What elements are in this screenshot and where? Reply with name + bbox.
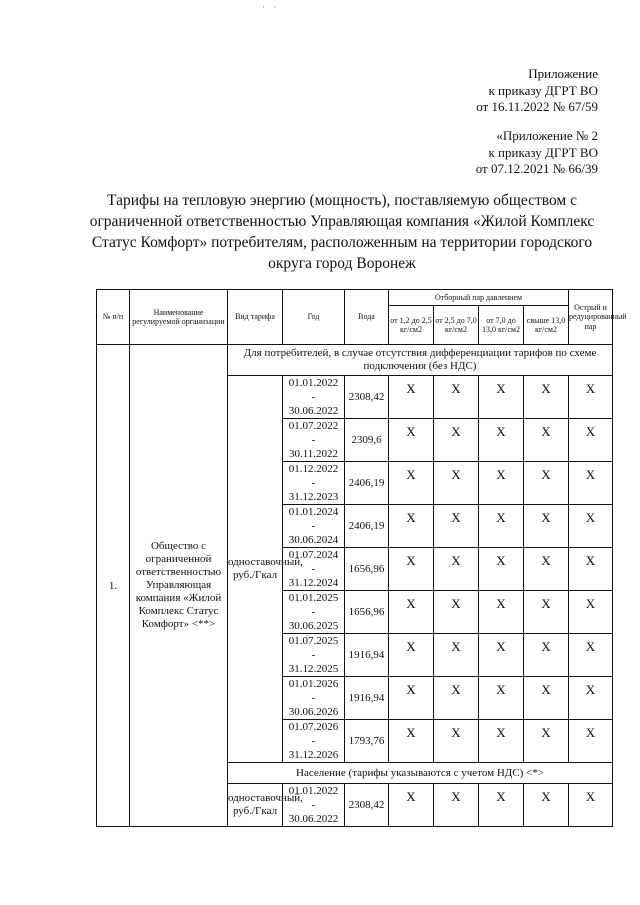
not-applicable-mark: Х	[434, 505, 479, 548]
title-line: ограниченной ответственностью Управляющая компания «Жилой Комплекс	[89, 213, 595, 230]
not-applicable-mark: Х	[389, 419, 434, 462]
approval-line: к приказу ДГРТ ВО	[488, 82, 598, 98]
not-applicable-mark: Х	[524, 784, 569, 827]
not-applicable-mark: Х	[524, 591, 569, 634]
period-cell	[283, 419, 345, 462]
not-applicable-mark: Х	[479, 548, 524, 591]
not-applicable-mark: Х	[434, 677, 479, 720]
header-pressure-3: от 7,0 до 13,0 кг/см2	[479, 306, 524, 345]
header-num: № п/п	[97, 290, 130, 345]
not-applicable-mark: Х	[524, 462, 569, 505]
not-applicable-mark: Х	[389, 720, 434, 763]
header-pressure-4: свыше 13,0 кг/см2	[524, 306, 569, 345]
water-value: 2308,42	[345, 784, 389, 827]
period-dash: -	[311, 692, 316, 704]
not-applicable-mark: Х	[569, 634, 613, 677]
not-applicable-mark: Х	[569, 462, 613, 505]
not-applicable-mark: Х	[524, 548, 569, 591]
period-cell	[283, 548, 345, 591]
period-dash: -	[311, 434, 316, 446]
water-value: 1793,76	[345, 720, 389, 763]
not-applicable-mark: Х	[479, 784, 524, 827]
title-line: округа город Воронеж	[268, 255, 416, 272]
not-applicable-mark: Х	[524, 677, 569, 720]
title-line: Тарифы на тепловую энергию (мощность), поставляемую обществом с	[107, 192, 577, 209]
not-applicable-mark: Х	[434, 548, 479, 591]
period-dash: -	[311, 799, 316, 811]
header-sharp-steam: Острый и редуцированный пар	[569, 290, 613, 345]
period-end: 30.06.2024	[288, 534, 339, 546]
period-end: 30.11.2022	[288, 448, 339, 460]
not-applicable-mark: Х	[434, 419, 479, 462]
period-end: 31.12.2025	[288, 663, 339, 675]
header-pressure-2: от 2,5 до 7,0 кг/см2	[434, 306, 479, 345]
water-value: 2309,6	[345, 419, 389, 462]
period-start: 01.12.2022	[288, 463, 339, 475]
period-start: 01.01.2025	[288, 592, 339, 604]
not-applicable-mark: Х	[524, 634, 569, 677]
not-applicable-mark: Х	[389, 634, 434, 677]
not-applicable-mark: Х	[569, 376, 613, 419]
approval-line: от 16.11.2022 № 67/59	[476, 99, 598, 114]
water-value: 2308,42	[345, 376, 389, 419]
not-applicable-mark: Х	[434, 720, 479, 763]
not-applicable-mark: Х	[569, 677, 613, 720]
not-applicable-mark: Х	[389, 784, 434, 827]
period-end: 31.12.2024	[288, 577, 339, 589]
not-applicable-mark: Х	[569, 548, 613, 591]
period-end: 30.06.2022	[288, 405, 339, 417]
period-dash: -	[311, 563, 316, 575]
not-applicable-mark: Х	[479, 677, 524, 720]
water-value: 1656,96	[345, 548, 389, 591]
water-value: 1916,94	[345, 634, 389, 677]
not-applicable-mark: Х	[569, 720, 613, 763]
period-dash: -	[311, 649, 316, 661]
not-applicable-mark: Х	[479, 376, 524, 419]
period-dash: -	[311, 477, 316, 489]
not-applicable-mark: Х	[479, 634, 524, 677]
period-cell	[283, 376, 345, 419]
period-cell	[283, 720, 345, 763]
period-start: 01.01.2022	[288, 785, 339, 797]
period-dash: -	[311, 391, 316, 403]
header-year: Год	[283, 290, 345, 345]
section-title: Население (тарифы указываются с учетом НДС) <*>	[228, 763, 613, 784]
period-dash: -	[311, 606, 316, 618]
not-applicable-mark: Х	[389, 462, 434, 505]
header-org: Наименование регулируемой организации	[130, 290, 228, 345]
period-start: 01.07.2022	[288, 420, 339, 432]
not-applicable-mark: Х	[434, 376, 479, 419]
period-start: 01.01.2024	[288, 506, 339, 518]
not-applicable-mark: Х	[389, 591, 434, 634]
period-cell	[283, 591, 345, 634]
approval-line: «Приложение № 2	[496, 128, 598, 143]
period-end: 31.12.2026	[288, 749, 339, 761]
period-start: 01.07.2026	[288, 721, 339, 733]
period-end: 31.12.2023	[288, 491, 339, 503]
period-cell	[283, 462, 345, 505]
not-applicable-mark: Х	[389, 548, 434, 591]
period-start: 01.07.2024	[288, 549, 339, 561]
section-title: Для потребителей, в случае отсутствия дифференциации тарифов по схеме подключения (без НДС)	[228, 345, 613, 376]
not-applicable-mark: Х	[434, 462, 479, 505]
not-applicable-mark: Х	[389, 677, 434, 720]
tariff-table	[96, 289, 627, 827]
period-end: 30.06.2026	[288, 706, 339, 718]
row-number: 1.	[97, 345, 130, 827]
not-applicable-mark: Х	[524, 505, 569, 548]
not-applicable-mark: Х	[479, 462, 524, 505]
not-applicable-mark: Х	[479, 505, 524, 548]
water-value: 2406,19	[345, 462, 389, 505]
approval-line: к приказу ДГРТ ВО	[488, 144, 598, 160]
not-applicable-mark: Х	[524, 419, 569, 462]
not-applicable-mark: Х	[569, 505, 613, 548]
not-applicable-mark: Х	[569, 591, 613, 634]
not-applicable-mark: Х	[434, 591, 479, 634]
period-dash: -	[311, 735, 316, 747]
not-applicable-mark: Х	[524, 720, 569, 763]
header-kind: Вид тарифа	[228, 290, 283, 345]
period-end: 30.06.2022	[288, 813, 339, 825]
tariff-kind: одноставочный, руб./Гкал	[228, 784, 283, 827]
approval-stamp-original	[476, 128, 598, 178]
not-applicable-mark: Х	[389, 505, 434, 548]
period-end: 30.06.2025	[288, 620, 339, 632]
header-steam-group: Отборный пар давлением	[389, 290, 569, 306]
document-title	[82, 190, 602, 274]
scan-artifact: · ·	[262, 2, 280, 12]
not-applicable-mark: Х	[479, 720, 524, 763]
period-cell	[283, 784, 345, 827]
period-cell	[283, 634, 345, 677]
period-cell	[283, 677, 345, 720]
water-value: 1916,94	[345, 677, 389, 720]
not-applicable-mark: Х	[389, 376, 434, 419]
period-start: 01.01.2022	[288, 377, 339, 389]
header-water: Вода	[345, 290, 389, 345]
period-start: 01.01.2026	[288, 678, 339, 690]
not-applicable-mark: Х	[569, 419, 613, 462]
not-applicable-mark: Х	[434, 784, 479, 827]
period-start: 01.07.2025	[288, 635, 339, 647]
not-applicable-mark: Х	[524, 376, 569, 419]
approval-stamp-current	[476, 66, 598, 116]
approval-line: от 07.12.2021 № 66/39	[475, 161, 598, 176]
not-applicable-mark: Х	[479, 591, 524, 634]
water-value: 1656,96	[345, 591, 389, 634]
organization-name: Общество с ограниченной ответственностью Управляющая компания «Жилой Комплекс Статус Комфорт» <**>	[130, 345, 228, 827]
approval-line: Приложение	[528, 66, 598, 81]
period-cell	[283, 505, 345, 548]
water-value: 2406,19	[345, 505, 389, 548]
not-applicable-mark: Х	[569, 784, 613, 827]
not-applicable-mark: Х	[479, 419, 524, 462]
header-pressure-1: от 1,2 до 2,5 кг/см2	[389, 306, 434, 345]
title-line: Статус Комфорт» потребителям, расположенным на территории городского	[91, 234, 593, 251]
period-dash: -	[311, 520, 316, 532]
tariff-kind: одноставочный, руб./Гкал	[228, 376, 283, 763]
not-applicable-mark: Х	[434, 634, 479, 677]
